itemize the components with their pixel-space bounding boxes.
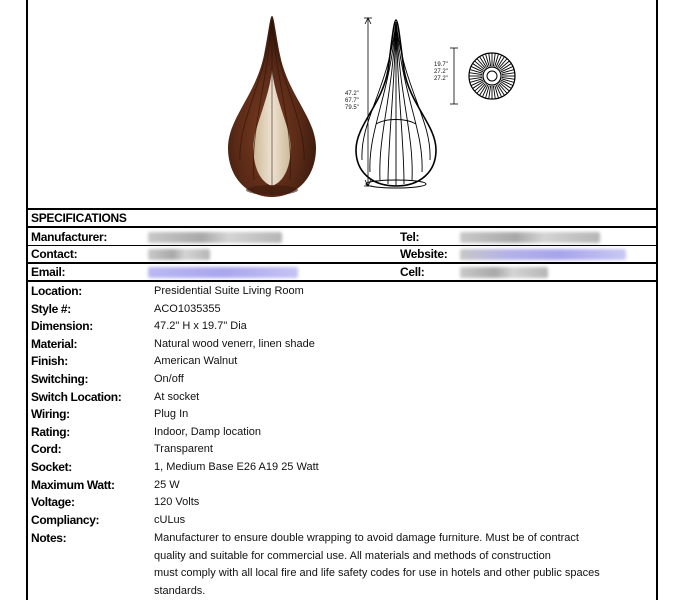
email-redacted[interactable] [148,267,298,278]
spec-label: Compliancy: [31,512,100,527]
spec-row [28,477,656,494]
spec-row [28,459,656,476]
spec-value: At socket [154,390,200,403]
spec-label: Maximum Watt: [31,477,115,492]
spec-value: 1, Medium Base E26 A19 25 Watt [154,461,319,473]
divider [28,208,656,210]
spec-label: Wiring: [31,407,70,422]
website-redacted[interactable] [460,249,626,260]
cell-label: Cell: [400,265,425,279]
spec-label: Dimension: [31,319,93,334]
manufacturer-redacted [148,232,282,243]
notes-line: Manufacturer to ensure double wrapping to avoid damage furniture. Must be of contract [154,532,579,544]
spec-value: 25 W [154,478,180,491]
spec-value: On/off [154,373,184,385]
manufacturer-row [28,228,656,245]
dim-diameter-3: 27.2" [434,76,448,82]
dim-diameter-2: 27.2" [434,69,448,75]
top-dimensions [434,62,448,83]
contact-redacted [148,249,210,260]
notes-label: Notes: [31,531,67,545]
spec-row [28,353,656,370]
spec-label: Style #: [31,301,71,316]
spec-row [28,336,656,353]
notes-line: standards. [154,584,206,597]
spec-row [28,283,656,300]
spec-label: Switch Location: [31,389,122,404]
dim-diameter-1: 19.7" [434,62,448,68]
spec-row [28,441,656,458]
lamp-line-drawing [356,18,436,188]
spec-value: Plug In [154,408,189,421]
contact-row [28,246,656,263]
spec-row [28,389,656,406]
spec-label: Material: [31,336,78,351]
tel-redacted [460,232,600,243]
divider [28,280,656,282]
spec-label: Socket: [31,460,72,474]
notes-line: quality and suitable for commercial use. All materials and methods of construction [154,549,551,562]
spec-sheet [26,0,658,600]
spec-label: Finish: [31,354,68,369]
spec-label: Switching: [31,372,89,386]
spec-row [28,512,656,529]
notes-line: must comply with all local fire and life safety codes for use in hotels and other public spaces [154,567,600,579]
spec-row [28,424,656,441]
lamp-top-view [450,48,515,104]
spec-label: Voltage: [31,495,75,510]
spec-value: American Walnut [154,355,238,368]
spec-label: Cord: [31,442,62,457]
email-row [28,264,656,281]
spec-value: 120 Volts [154,496,200,509]
spec-value: Indoor, Damp location [154,425,262,438]
spec-value: 47.2" H x 19.7" Dia [154,320,247,333]
spec-value: cULus [154,513,186,526]
spec-value: Natural wood venerr, linen shade [154,337,315,350]
notes-row [28,530,656,597]
email-label: Email: [31,265,66,279]
lamp-illustrations [28,0,656,210]
side-dimensions [345,91,359,112]
spec-value: Presidential Suite Living Room [154,285,304,297]
dim-height-1: 47.2" [345,91,359,97]
notes-text [154,530,654,600]
spec-row [28,301,656,318]
specifications-heading: SPECIFICATIONS [31,211,127,225]
spec-row [28,494,656,511]
spec-row [28,406,656,423]
spec-row [28,371,656,388]
spec-row [28,318,656,335]
contact-label: Contact: [31,247,78,261]
spec-label: Location: [31,284,82,298]
dim-height-3: 79.5" [345,105,359,111]
manufacturer-label: Manufacturer: [31,230,108,244]
cell-redacted [460,267,548,278]
dim-height-2: 67.7" [345,98,359,104]
spec-label: Rating: [31,424,70,439]
spec-value: Transparent [154,443,213,456]
tel-label: Tel: [400,230,420,244]
walnut-lamp-photo [228,16,316,197]
website-label: Website: [400,247,448,261]
product-drawing [28,0,656,210]
spec-value: ACO1035355 [154,302,221,315]
